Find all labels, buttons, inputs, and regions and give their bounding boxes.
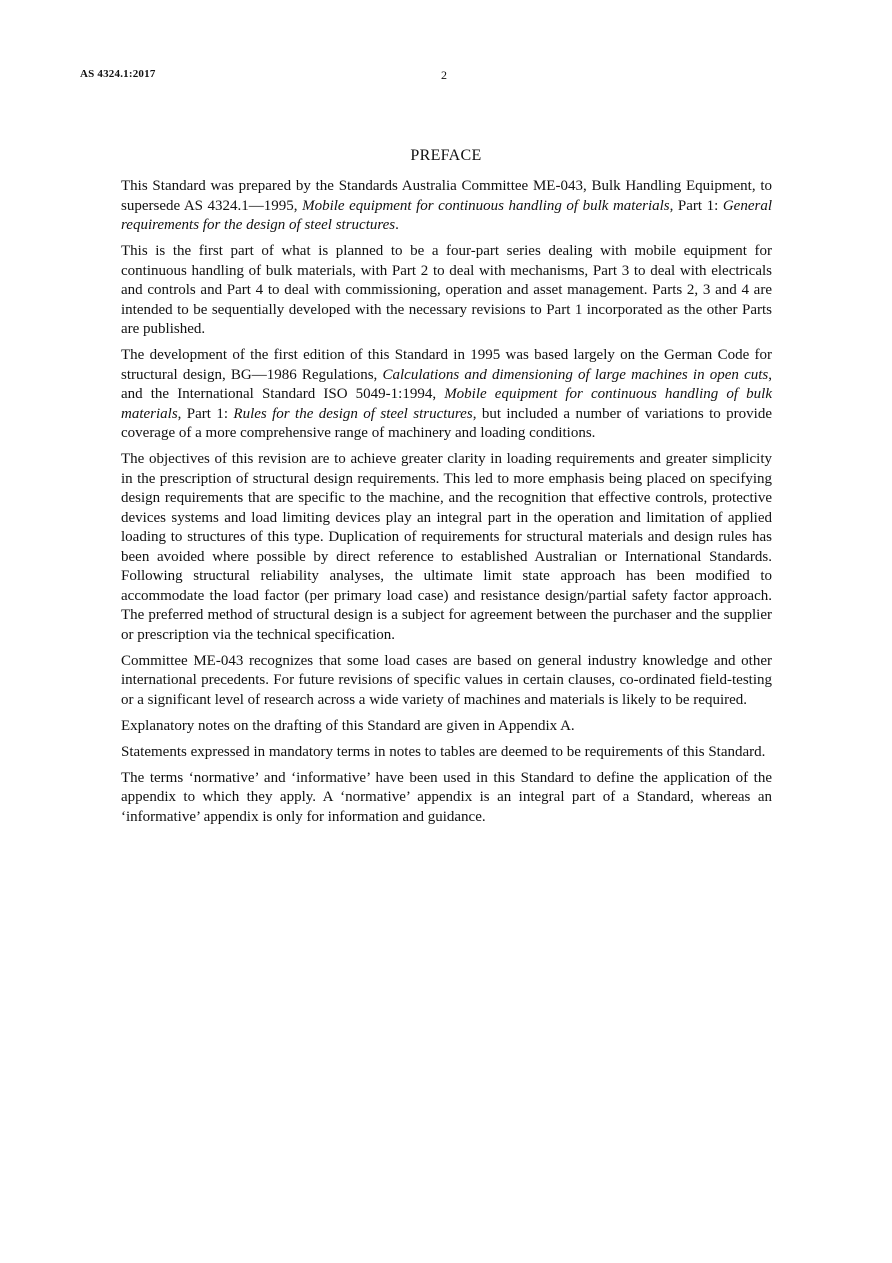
paragraph — [121, 717, 772, 737]
paragraph — [121, 450, 772, 645]
paragraph — [121, 242, 772, 340]
text-run: , but included a number of variations to provide coverage of a more comprehensive range of machinery and loading conditions. — [121, 405, 772, 441]
page-title: PREFACE — [410, 147, 482, 164]
italic-run: General requirements for the design of steel structures — [121, 197, 772, 233]
text-run: Statements expressed in mandatory terms in notes to tables are deemed to be requirements of this Standard. — [121, 743, 766, 760]
paragraph — [121, 177, 772, 236]
preface-body — [121, 177, 772, 834]
standard-identifier: AS 4324.1:2017 — [80, 68, 156, 80]
paragraph — [121, 769, 772, 828]
paragraph — [121, 743, 772, 763]
italic-run: Mobile equipment for continuous handling of bulk materials — [302, 197, 670, 214]
text-run: , and the International Standard ISO 5049-1:1994, — [121, 366, 772, 402]
text-run: Explanatory notes on the drafting of this Standard are given in Appendix A. — [121, 717, 575, 734]
text-run: This is the first part of what is planned to be a four-part series dealing with mobile equipment for continuous handling of bulk materials, with Part 2 to deal with mechanisms, Part 3 to deal with electricals and controls and Part 4 to deal with commissioning, operation and asset management. Parts 2, 3 and 4 are intended to be sequentially developed with the necessary revisions to Part 1 incorporated as the other Parts are published. — [121, 243, 772, 337]
page-number: 2 — [441, 68, 447, 82]
text-run: , Part 1: — [177, 405, 234, 422]
paragraph — [121, 652, 772, 711]
text-run: The development of the first edition of this Standard in 1995 was based largely on the German Code for structural design, BG—1986 Regulations, — [121, 347, 772, 383]
text-run: The objectives of this revision are to achieve greater clarity in loading requirements and greater simplicity in the prescription of structural design requirements. This led to more emphasis being placed on specifying design requirements that are specific to the machine, and the recognition that effective controls, protective devices systems and load limiting devices play an integral part in the operation and limitation of applied loading to structures of this type. Duplication of requirements for structural materials and design rules has been avoided where possible by direct reference to established Australian or International Standards. Following structural reliability analyses, the ultimate limit state approach has been modified to accommodate the load factor (per primary load case) and resistance design/partial safety factor approach. The preferred method of structural design is a subject for agreement between the purchaser and the supplier or prescription via the technical specification. — [121, 451, 772, 643]
text-run: The terms ‘normative’ and ‘informative’ have been used in this Standard to define the application of the appendix to which they apply. A ‘normative’ appendix is an integral part of a Standard, whereas an ‘informative’ appendix is only for information and guidance. — [121, 769, 772, 825]
italic-run: Calculations and dimensioning of large machines in open cuts — [382, 366, 769, 383]
text-run: Committee ME-043 recognizes that some load cases are based on general industry knowledge and other international precedents. For future revisions of specific values in certain clauses, co-ordinated field-testing or a significant level of research across a wide variety of machines and materials is likely to be required. — [121, 652, 772, 708]
text-run: . — [395, 217, 399, 233]
text-run: This Standard was prepared by the Standards Australia Committee ME-043, Bulk Handling Equipment, to supersede AS 4324.1—1995, — [121, 178, 772, 214]
paragraph — [121, 346, 772, 444]
italic-run: Rules for the design of steel structures — [233, 405, 473, 422]
text-run: , Part 1: — [669, 197, 723, 214]
italic-run: Mobile equipment for continuous handling of bulk materials — [121, 386, 772, 422]
